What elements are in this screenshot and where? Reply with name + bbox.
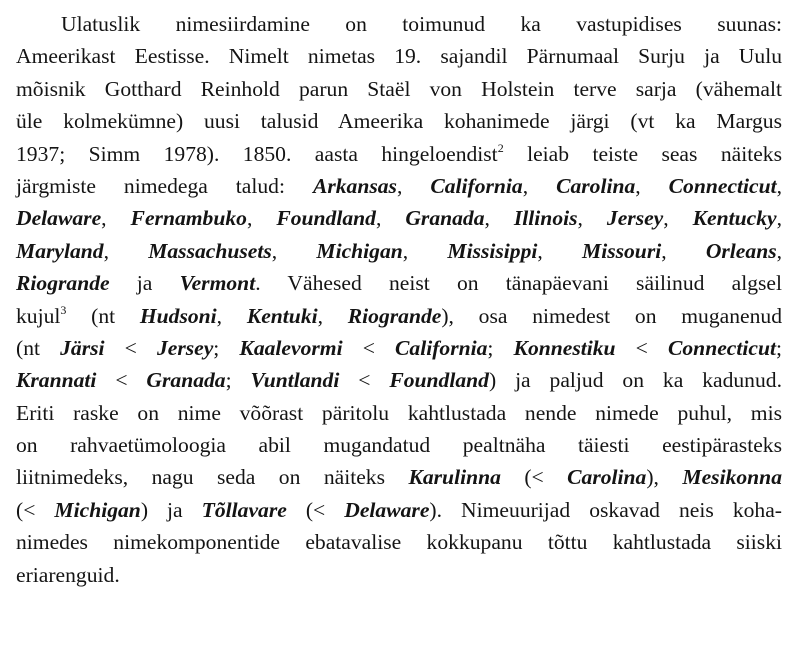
text-run: , xyxy=(663,206,693,231)
text-run: on rahvaetümoloogia abil mugandatud pealtnäha täiesti eestipärasteks xyxy=(16,433,782,458)
text-run: leiab teiste seas näiteks xyxy=(503,141,782,166)
text-run: , xyxy=(402,238,448,263)
farm-name: Michigan xyxy=(316,238,403,263)
text-run: ) ja paljud on ka kadunud. xyxy=(488,368,782,393)
text-run: liitnimedeks, nagu seda on näiteks xyxy=(16,465,409,490)
text-line xyxy=(16,202,782,234)
document-page xyxy=(16,8,782,591)
farm-name: Carolina xyxy=(567,465,647,490)
farm-name: California xyxy=(430,173,523,198)
text-line xyxy=(16,8,782,40)
text-run: ; xyxy=(225,368,251,393)
farm-name: Järsi xyxy=(60,335,105,360)
farm-name: Tõllavare xyxy=(201,497,287,522)
text-run: ) ja xyxy=(140,497,202,522)
text-run: , xyxy=(776,206,783,231)
text-run: , xyxy=(375,206,406,231)
farm-name: Konnestiku xyxy=(513,335,616,360)
text-line xyxy=(16,105,782,137)
text-run: , xyxy=(635,173,669,198)
farm-name: Illinois xyxy=(513,206,578,231)
text-run: (< xyxy=(500,465,568,490)
farm-name: Kentuki xyxy=(246,303,318,328)
farm-name: Delaware xyxy=(16,206,102,231)
text-run: , xyxy=(537,238,582,263)
text-run: < xyxy=(339,368,390,393)
text-run: ; xyxy=(775,335,782,360)
farm-name: Michigan xyxy=(54,497,141,522)
text-line xyxy=(16,397,782,429)
text-run: (nt xyxy=(66,303,140,328)
text-run: , xyxy=(776,173,783,198)
text-line xyxy=(16,429,782,461)
text-run: üle kolmekümne) uusi talusid Ameerika kohanimede järgi (vt ka Margus xyxy=(16,109,782,134)
text-line xyxy=(16,332,782,364)
text-run: < xyxy=(615,335,668,360)
text-run: , xyxy=(317,303,348,328)
text-run: < xyxy=(104,335,157,360)
farm-name: Jersey xyxy=(606,206,664,231)
farm-name: Delaware xyxy=(344,497,430,522)
text-run: kujul xyxy=(16,303,61,328)
text-run: (< xyxy=(16,497,55,522)
text-line xyxy=(16,267,782,299)
text-line xyxy=(16,300,782,332)
text-run: Ulatuslik nimesiirdamine on toimunud ka vastupidises suunas: xyxy=(61,12,782,36)
text-run: ). Nimeuurijad oskavad neis koha- xyxy=(429,497,782,522)
farm-name: Foundland xyxy=(389,368,489,393)
text-run: , xyxy=(522,173,557,198)
farm-name: Granada xyxy=(146,368,226,393)
text-run: 1937; Simm 1978). 1850. aasta hingeloendist xyxy=(16,141,498,166)
farm-name: Maryland xyxy=(16,238,104,263)
body-paragraph xyxy=(16,8,782,591)
text-run: ), osa nimedest on muganenud xyxy=(441,303,782,328)
farm-name: California xyxy=(395,335,488,360)
farm-name: Mesikonna xyxy=(682,465,782,490)
farm-name: Arkansas xyxy=(312,173,397,198)
text-run: , xyxy=(661,238,706,263)
text-run: , xyxy=(246,206,277,231)
text-line xyxy=(16,494,782,526)
text-run: Eriti raske on nime võõrast päritolu kahtlustada nende nimede puhul, mis xyxy=(16,400,782,425)
farm-name: Vermont xyxy=(179,271,256,296)
text-line xyxy=(16,170,782,202)
farm-name: Connecticut xyxy=(667,335,776,360)
farm-name: Jersey xyxy=(156,335,214,360)
farm-name: Fernambuko xyxy=(130,206,247,231)
text-run: < xyxy=(96,368,147,393)
text-line xyxy=(16,40,782,72)
text-run: , xyxy=(776,238,783,263)
text-run: , xyxy=(484,206,514,231)
text-run: (< xyxy=(286,497,345,522)
text-run: . Vähesed neist on tänapäevani säilinud algsel xyxy=(255,271,782,296)
text-run: ; xyxy=(213,335,240,360)
text-run: nimedes nimekomponentide ebatavalise kokkupanu tõttu kahtlustada siiski xyxy=(16,530,782,555)
footnote-marker: 2 xyxy=(497,140,504,155)
text-line xyxy=(16,364,782,396)
text-run: (nt xyxy=(16,335,61,360)
text-run: järgmiste nimedega talud: xyxy=(16,173,313,198)
farm-name: Carolina xyxy=(556,173,636,198)
text-line xyxy=(16,461,782,493)
text-run: ), xyxy=(646,465,683,490)
farm-name: Hudsoni xyxy=(139,303,217,328)
farm-name: Connecticut xyxy=(668,173,777,198)
text-run: , xyxy=(103,238,149,263)
footnote-marker: 3 xyxy=(60,302,67,317)
farm-name: Orleans xyxy=(705,238,777,263)
text-run: , xyxy=(216,303,247,328)
text-line xyxy=(16,138,782,170)
farm-name: Riogrande xyxy=(347,303,442,328)
farm-name: Karulinna xyxy=(408,465,501,490)
farm-name: Krannati xyxy=(16,368,97,393)
farm-name: Kaalevormi xyxy=(239,335,343,360)
farm-name: Vuntlandi xyxy=(250,368,340,393)
text-run: ; xyxy=(487,335,514,360)
text-line xyxy=(16,559,782,591)
farm-name: Riogrande xyxy=(16,271,110,296)
text-run: eriarenguid. xyxy=(16,562,120,587)
farm-name: Massachusets xyxy=(148,238,272,263)
text-run: , xyxy=(271,238,317,263)
farm-name: Granada xyxy=(405,206,485,231)
text-run: < xyxy=(342,335,396,360)
farm-name: Missouri xyxy=(582,238,662,263)
text-run: Ameerikast Eestisse. Nimelt nimetas 19. sajandil Pärnumaal Surju ja Uulu xyxy=(16,44,782,69)
text-run: , xyxy=(577,206,607,231)
text-run: ja xyxy=(109,271,180,296)
farm-name: Foundland xyxy=(276,206,376,231)
text-run: , xyxy=(101,206,131,231)
text-line xyxy=(16,73,782,105)
text-line xyxy=(16,235,782,267)
farm-name: Kentucky xyxy=(692,206,777,231)
text-line xyxy=(16,526,782,558)
text-run: mõisnik Gotthard Reinhold parun Staël von Holstein terve sarja (vähemalt xyxy=(16,76,782,101)
farm-name: Missisippi xyxy=(447,238,538,263)
text-run: , xyxy=(396,173,431,198)
